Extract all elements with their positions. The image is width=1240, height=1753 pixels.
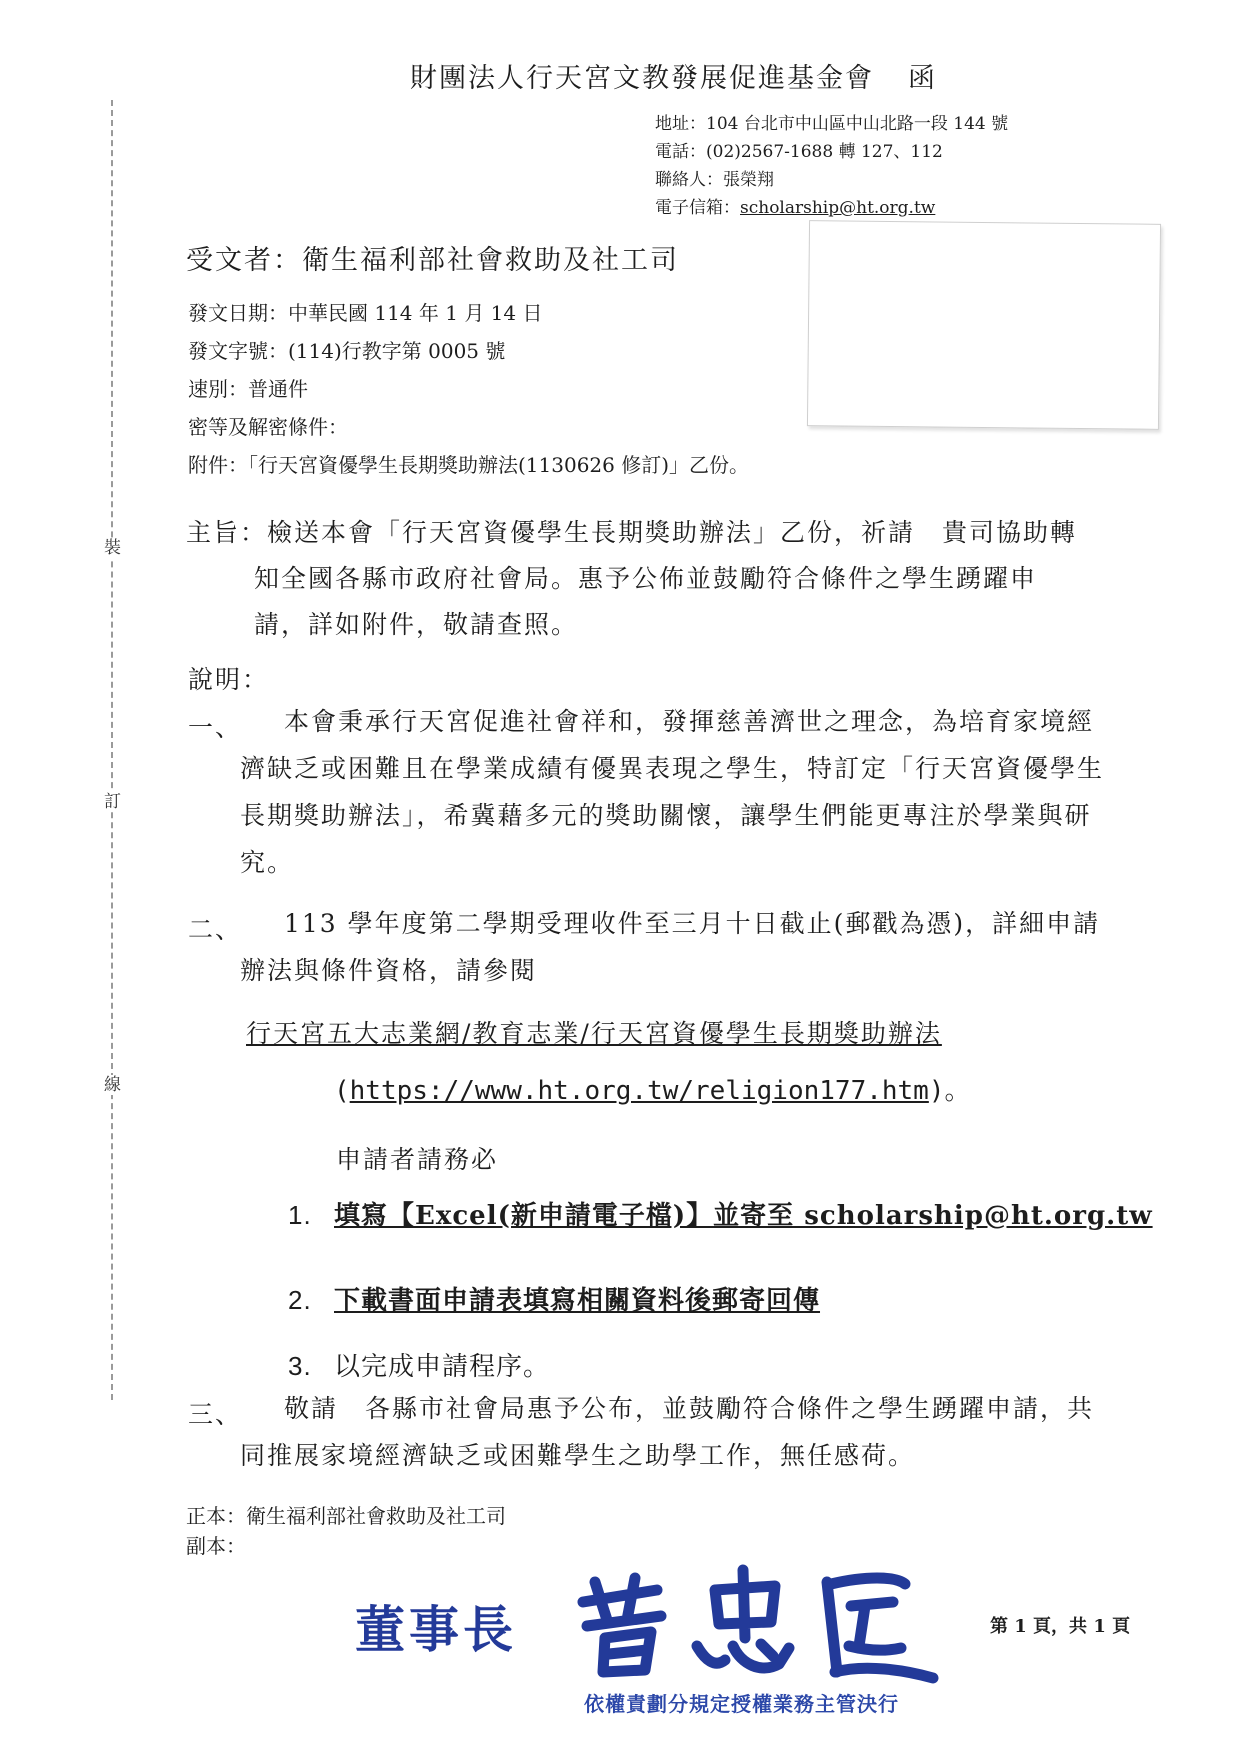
step-2 (288, 1280, 820, 1317)
binding-mark-3: 線 (104, 1075, 121, 1095)
url-open-paren: ( (334, 1076, 350, 1106)
step-1-number: 1. (288, 1200, 312, 1230)
item-3-number: 三、 (188, 1400, 243, 1429)
item-2-number: 二、 (188, 915, 243, 944)
original-recipient: 正本：衛生福利部社會救助及社工司 (186, 1504, 506, 1528)
chairman-signature-image (565, 1560, 945, 1690)
letter-title (410, 56, 937, 95)
subject-line-2-row (186, 556, 1077, 602)
document-type: 函 (908, 63, 937, 94)
copy-recipient: 副本： (186, 1534, 246, 1558)
step-2-number: 2. (288, 1285, 312, 1315)
step-2-link[interactable]: 下載書面申請表填寫相關資料後郵寄回傳 (334, 1286, 821, 1316)
contact-block (655, 110, 1008, 222)
copies-block (186, 1501, 506, 1561)
item-3-text (240, 1385, 1094, 1479)
subject-line-3-row (186, 602, 1077, 648)
subject-line-3: 請，詳如附件，敬請查照。 (254, 610, 579, 639)
item-2-text (240, 900, 1100, 994)
item-2-line-2: 辦法與條件資格，請參閱 (240, 956, 538, 985)
contact-email-label: 電子信箱： (655, 198, 740, 218)
delegation-note: 依權責劃分規定授權業務主管決行 (584, 1692, 899, 1716)
binding-mark-1: 裝 (104, 538, 121, 558)
document-number: 發文字號：(114)行教字第 0005 號 (188, 339, 506, 363)
applicant-note: 申請者請務必 (336, 1145, 499, 1174)
item-1-line-4: 究。 (240, 848, 295, 877)
url-close-paren: )。 (928, 1076, 971, 1106)
contact-email-row (655, 194, 1008, 222)
page-number: 第 1 頁，共 1 頁 (990, 1616, 1131, 1637)
step-3 (288, 1346, 550, 1383)
delivery-speed: 速別：普通件 (188, 377, 308, 401)
contact-address: 地址：104 台北市中山區中山北路一段 144 號 (655, 114, 1009, 134)
item-1-line-3: 長期獎助辦法」，希冀藉多元的獎助關懷，讓學生們能更專注於學業與研 (240, 801, 1092, 830)
subject-line-2: 知全國各縣市政府社會局。惠予公佈並鼓勵符合條件之學生踴躍申 (254, 564, 1038, 593)
item-2-line-1: 113 學年度第二學期受理收件至三月十日截止(郵戳為憑)，詳細申請 (284, 909, 1101, 938)
step-3-number: 3. (288, 1351, 312, 1381)
chairman-stamp-label: 董事長 (355, 1600, 517, 1659)
item-1-text (240, 698, 1104, 886)
item-1-number: 一、 (188, 713, 243, 742)
received-stamp-area (807, 220, 1161, 430)
issue-date: 發文日期：中華民國 114 年 1 月 14 日 (188, 301, 543, 325)
subject-paragraph (186, 510, 1077, 648)
step-3-text: 以完成申請程序。 (334, 1352, 551, 1382)
item-3-line-1: 敬請 各縣市社會局惠予公布，並鼓勵符合條件之學生踴躍申請，共 (284, 1394, 1095, 1423)
secrecy-level: 密等及解密條件： (188, 415, 348, 439)
contact-person: 聯絡人：張榮翔 (655, 170, 774, 190)
contact-email-link[interactable]: scholarship@ht.org.tw (740, 198, 936, 218)
document-meta (188, 294, 749, 484)
explanation-label: 說明： (188, 665, 270, 694)
binding-mark-2: 訂 (104, 792, 121, 812)
contact-phone: 電話：(02)2567-1688 轉 127、112 (655, 142, 943, 162)
step-1 (288, 1195, 1153, 1232)
step-1-link[interactable]: 填寫【Excel(新申請電子檔)】並寄至 scholarship@ht.org.tw (334, 1201, 1153, 1231)
subject-line-1: 主旨：檢送本會「行天宮資優學生長期獎助辦法」乙份，祈請 貴司協助轉 (186, 518, 1078, 547)
website-path-link[interactable]: 行天宮五大志業網/教育志業/行天宮資優學生長期獎助辦法 (246, 1019, 942, 1048)
receiver-line: 受文者：衛生福利部社會救助及社工司 (186, 245, 679, 276)
item-1-line-1: 本會秉承行天宮促進社會祥和，發揮慈善濟世之理念，為培育家境經 (284, 707, 1095, 736)
item-3-line-2: 同推展家境經濟缺乏或困難學生之助學工作，無任感荷。 (240, 1441, 916, 1470)
binding-line (111, 100, 113, 1400)
website-url-link[interactable]: https://www.ht.org.tw/religion177.htm (349, 1076, 929, 1106)
item-1-line-2: 濟缺乏或困難且在學業成績有優異表現之學生，特訂定「行天宮資優學生 (240, 754, 1105, 783)
url-line (334, 1070, 971, 1107)
organization-name: 財團法人行天宮文教發展促進基金會 (410, 63, 874, 94)
attachment-line: 附件：「行天宮資優學生長期獎助辦法(1130626 修訂)」乙份。 (188, 453, 750, 477)
